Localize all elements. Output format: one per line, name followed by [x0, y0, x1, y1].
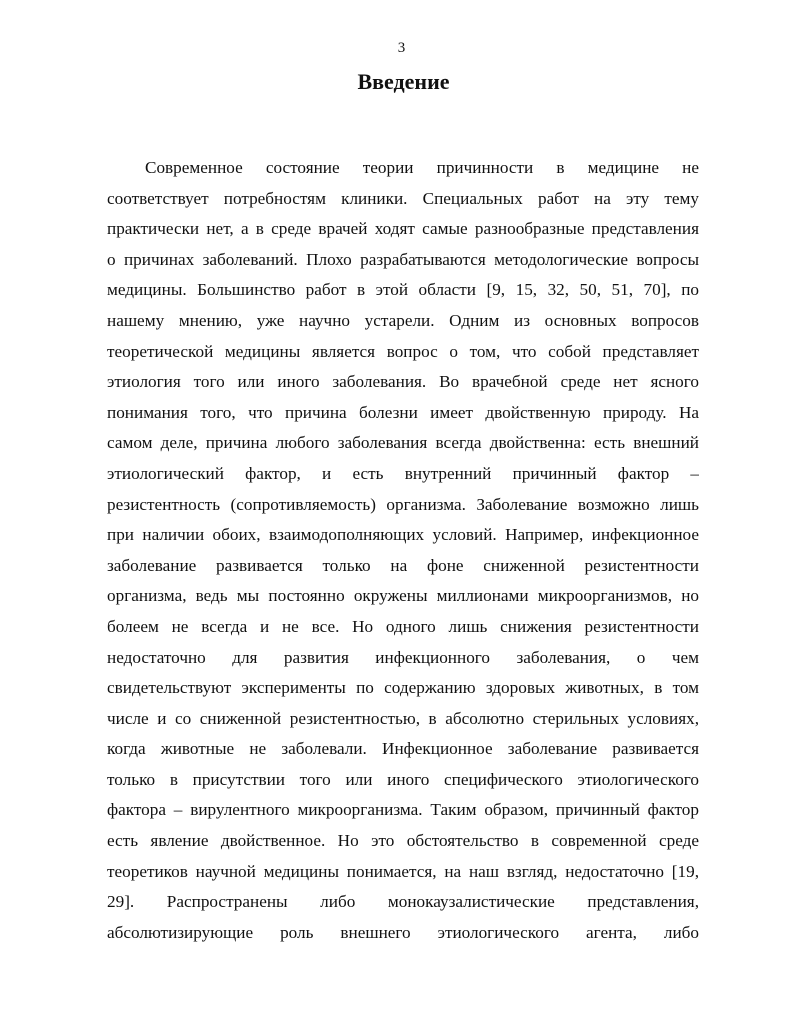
page-title: Введение [357, 69, 450, 94]
text-line: Современное состояние теории причинности в медицине не [145, 158, 699, 177]
page-number: 3 [397, 40, 406, 56]
text-line: о причинах заболеваний. Плохо разрабатываются методологические вопросы [107, 249, 699, 269]
text-line: числе и со сниженной резистентностью, в абсолютно стерильных условиях, [107, 708, 699, 728]
text-line: теоретической медицины является вопрос о том, что собой представляет [107, 341, 699, 361]
text-line: фактора – вирулентного микроорганизма. Таким образом, причинный фактор [107, 800, 699, 820]
text-line: понимания того, что причина болезни имеет двойственную природу. На [107, 402, 699, 422]
text-line: практически нет, а в среде врачей ходят самые разнообразные представления [107, 219, 699, 239]
text-line: этиологический фактор, и есть внутренний причинный фактор – [107, 463, 699, 483]
text-line: соответствует потребностям клиники. Специальных работ на эту тему [107, 188, 699, 208]
text-line: медицины. Большинство работ в этой области [9, 15, 32, 50, 51, 70], по [107, 280, 699, 300]
text-line: болеем не всегда и не все. Но одного лишь снижения резистентности [107, 616, 699, 636]
text-line: только в присутствии того или иного специфического этиологического [107, 769, 699, 789]
text-line: при наличии обоих, взаимодополняющих условий. Например, инфекционное [107, 525, 699, 545]
text-line: организма, ведь мы постоянно окружены миллионами микроорганизмов, но [107, 586, 699, 606]
text-line: 29]. Распространены либо монокаузалистические представления, [107, 892, 699, 912]
text-line: нашему мнению, уже научно устарели. Одним из основных вопросов [107, 310, 699, 330]
text-line: этиология того или иного заболевания. Во врачебной среде нет ясного [107, 372, 699, 392]
text-line: самом деле, причина любого заболевания всегда двойственна: есть внешний [107, 433, 699, 453]
text-line: есть явление двойственное. Но это обстоятельство в современной среде [107, 831, 699, 851]
text-line: заболевание развивается только на фоне сниженной резистентности [107, 555, 699, 575]
text-line: недостаточно для развития инфекционного заболевания, о чем [107, 647, 699, 667]
body-text [107, 156, 699, 951]
text-line: когда животные не заболевали. Инфекционное заболевание развивается [107, 739, 699, 759]
text-line: резистентность (сопротивляемость) организма. Заболевание возможно лишь [107, 494, 699, 514]
text-line: теоретиков научной медицины понимается, на наш взгляд, недостаточно [19, [107, 861, 699, 881]
text-line: свидетельствуют эксперименты по содержанию здоровых животных, в том [107, 678, 699, 698]
text-line: абсолютизирующие роль внешнего этиологического агента, либо [107, 922, 699, 942]
